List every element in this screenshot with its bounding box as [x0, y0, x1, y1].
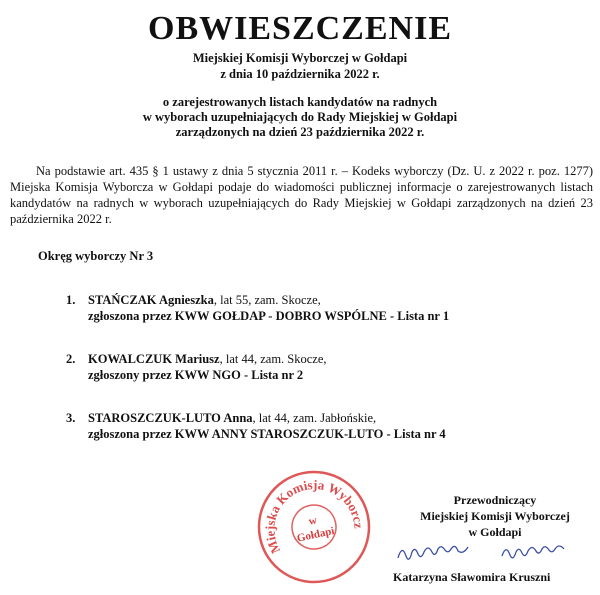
candidate-details: , lat 55, zam. Skocze,: [213, 293, 321, 307]
candidate-entry: [66, 351, 327, 383]
candidate-entry: [66, 292, 449, 324]
official-stamp: [255, 468, 373, 586]
handwritten-signature: [390, 538, 590, 566]
stamp-center-w: w: [307, 514, 318, 528]
subject-block: [0, 95, 600, 140]
subject-line-3: zarządzonych na dzień 23 października 2022 r.: [175, 125, 425, 139]
candidate-entry: [66, 410, 446, 442]
issue-date: z dnia 10 października 2022 r.: [220, 67, 380, 81]
issuer-block: [0, 50, 600, 82]
candidate-number: 3.: [66, 411, 76, 425]
candidate-number: 1.: [66, 293, 76, 307]
candidate-details: , lat 44, zam. Skocze,: [219, 352, 327, 366]
signature-block: [395, 492, 595, 540]
candidate-submitted-by: zgłoszona przez KWW GOŁDAP - DOBRO WSPÓLNE - Lista nr 1: [88, 309, 450, 323]
signer-role-3: w Gołdapi: [468, 525, 522, 539]
candidate-name: STAŃCZAK Agnieszka: [88, 293, 214, 307]
body-paragraph: Na podstawie art. 435 § 1 ustawy z dnia 5 stycznia 2011 r. – Kodeks wyborczy (Dz. U. z 2022 r. poz. 1277) Miejska Komisja Wyborcza w Gołdapi podaje do wiadomości publicznej informacje o zarejestrowanych listach kandydatów na radnych w wyborach uzupełniających do Rady Miejskiej w Gołdapi zarządzonych na dzień 23 października 2022 r.: [10, 164, 593, 226]
candidate-submitted-by: zgłoszony przez KWW NGO - Lista nr 2: [88, 368, 304, 382]
signer-role-2: Miejskiej Komisji Wyborczej: [420, 509, 570, 523]
document-title: OBWIESZCZENIE: [148, 10, 452, 47]
candidate-name: STAROSZCZUK-LUTO Anna: [88, 411, 253, 425]
issuer-name: Miejskiej Komisji Wyborczej w Gołdapi: [192, 51, 408, 65]
candidate-details: , lat 44, zam. Jabłońskie,: [252, 411, 377, 425]
subject-line-1: o zarejestrowanych listach kandydatów na radnych: [162, 95, 438, 109]
signer-role-1: Przewodniczący: [453, 493, 537, 507]
signer-name: Katarzyna Sławomira Kruszni: [393, 570, 551, 584]
svg-text:Miejska Komisja Wyborcza: [255, 468, 369, 559]
stamp-center-city: Gołdapi: [295, 525, 336, 545]
subject-line-2: w wyborach uzupełniających do Rady Miejskiej w Gołdapi: [142, 110, 458, 124]
candidate-name: KOWALCZUK Mariusz: [88, 352, 220, 366]
district-heading: Okręg wyborczy Nr 3: [38, 249, 154, 263]
candidate-number: 2.: [66, 352, 76, 366]
stamp-ring-text: Miejska Komisja Wyborcza: [262, 477, 367, 556]
candidate-submitted-by: zgłoszona przez KWW ANNY STAROSZCZUK-LUTO - Lista nr 4: [88, 427, 446, 441]
